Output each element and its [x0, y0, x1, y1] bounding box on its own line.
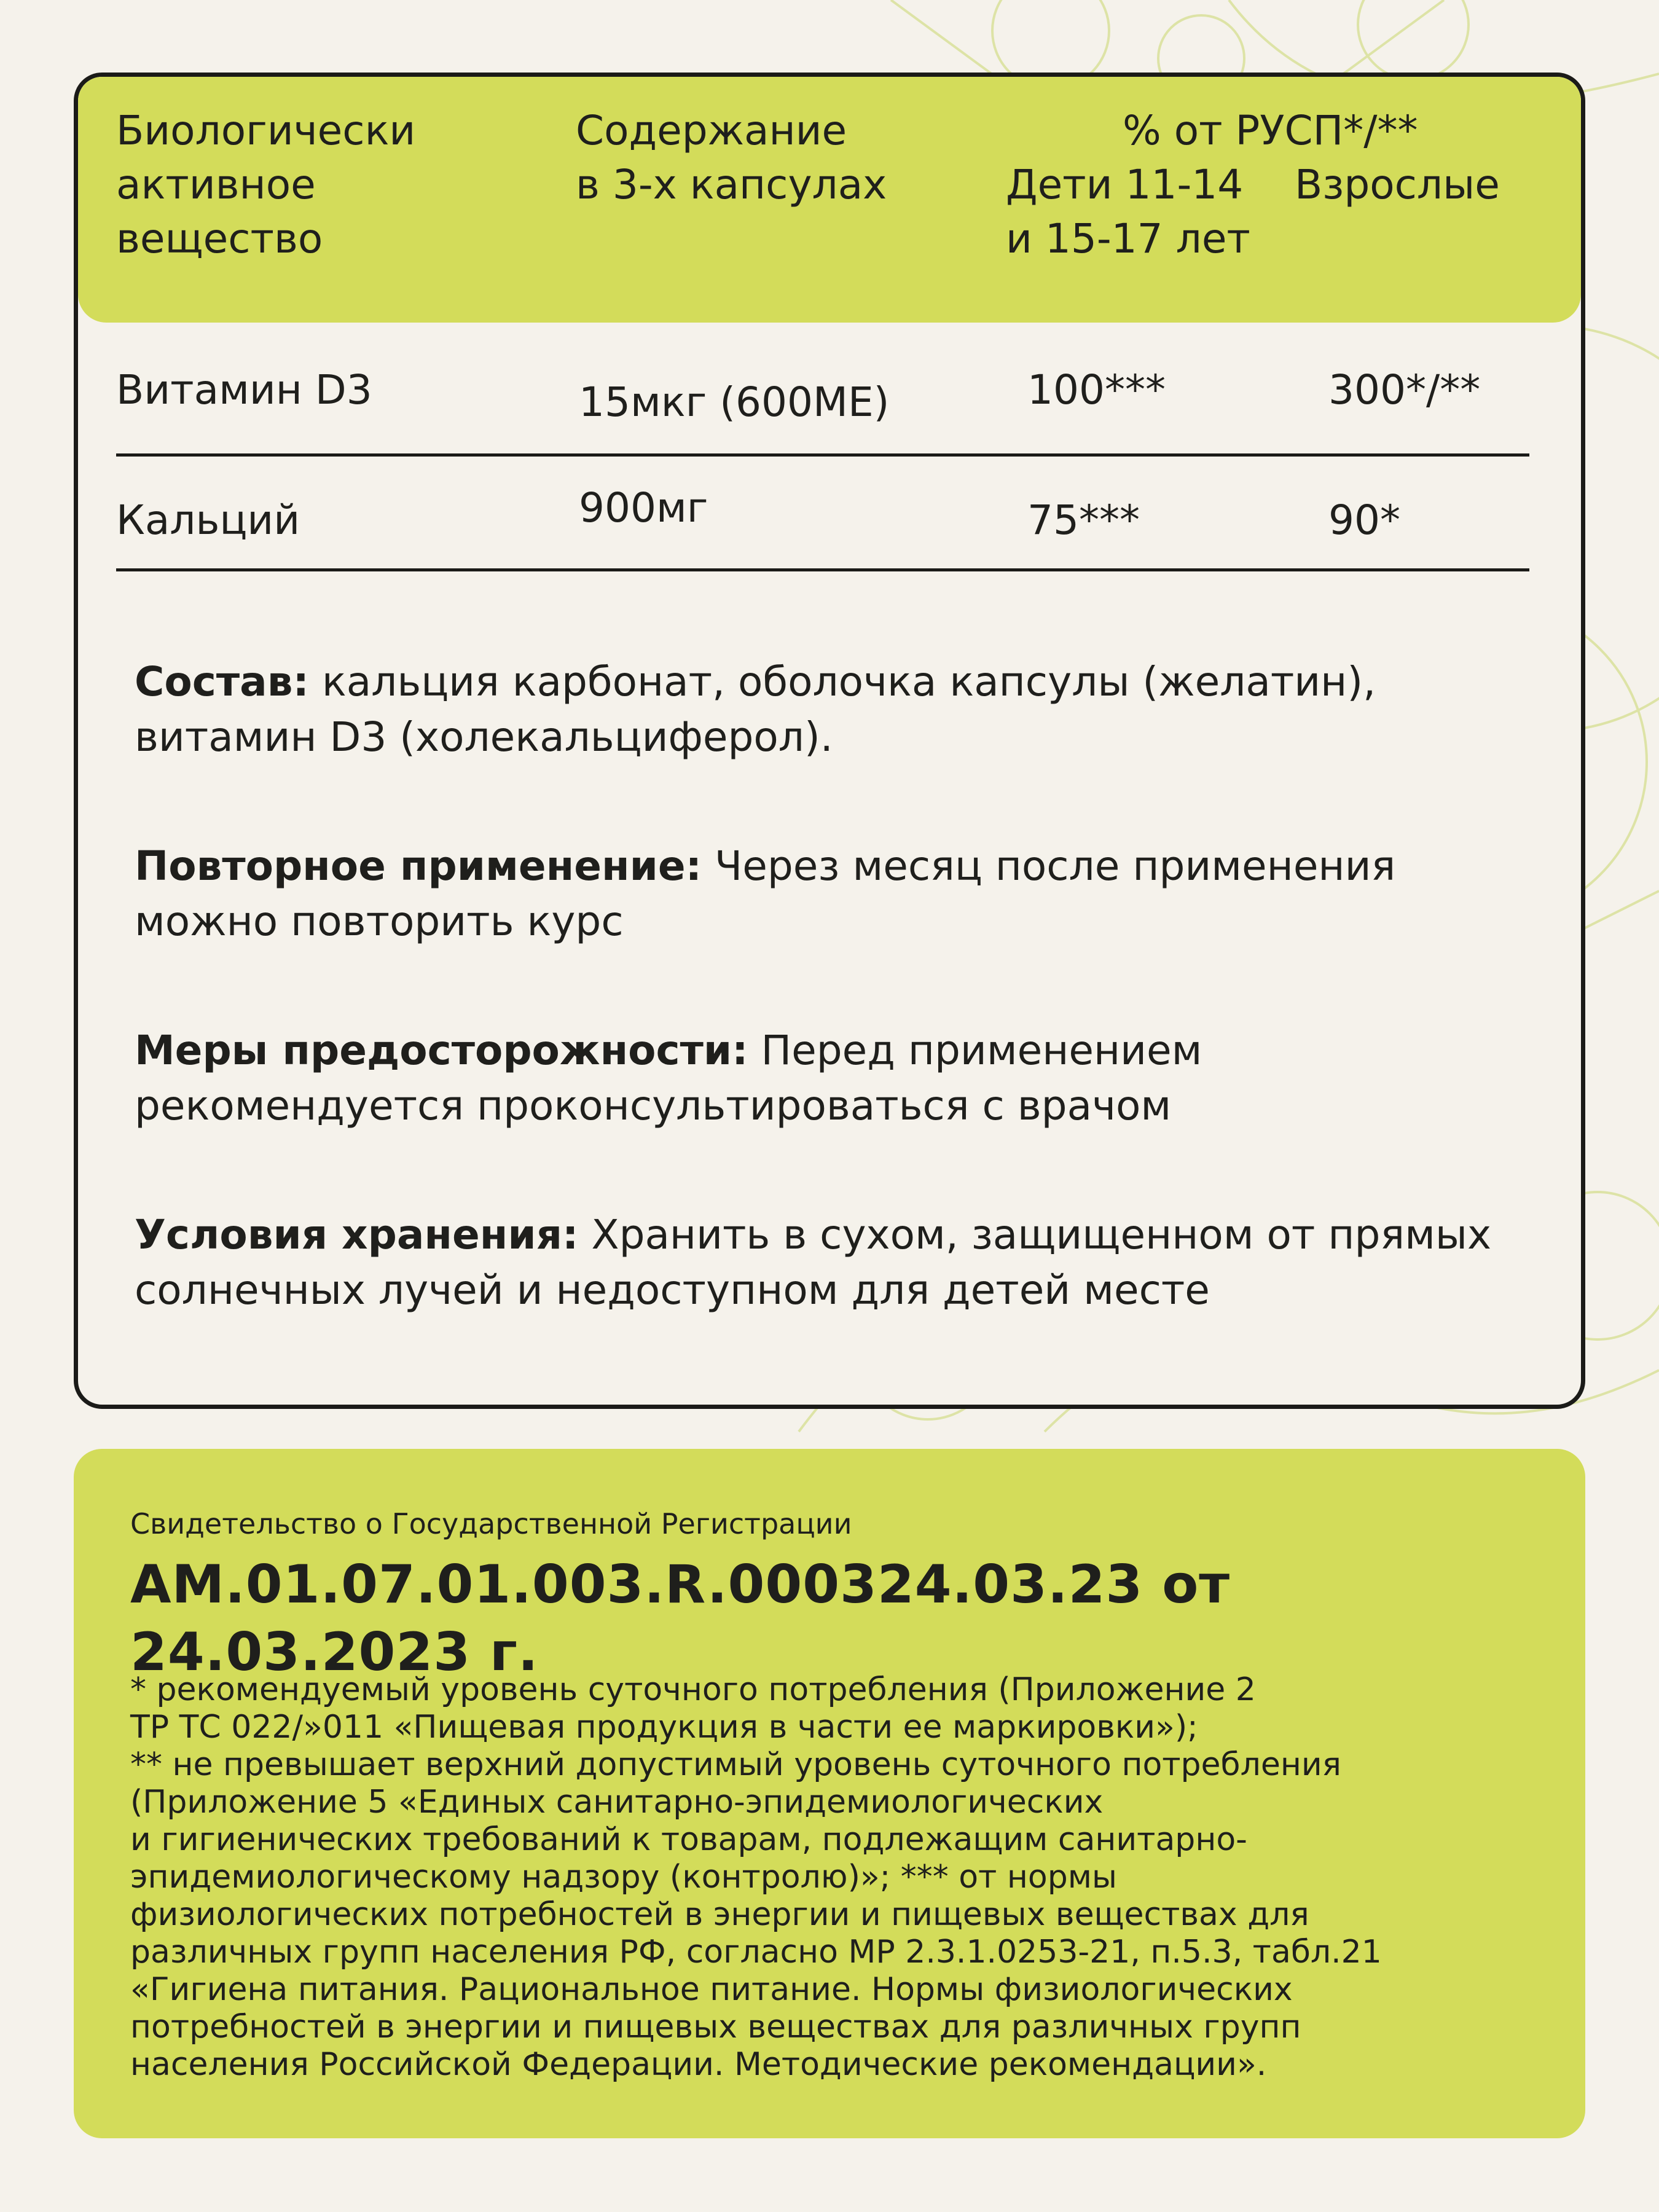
registration-label: Свидетельство о Государственной Регистрации	[130, 1507, 852, 1540]
table-row	[78, 482, 1581, 581]
section-label: Повторное применение:	[135, 842, 702, 890]
section-text: Хранить в сухом, защищенном от прямых солнечных лучей и недоступном для детей месте	[135, 1211, 1492, 1314]
row-divider	[116, 568, 1529, 571]
footnote-line: * рекомендуемый уровень суточного потребления (Приложение 2	[130, 1671, 1256, 1708]
section-text: Через месяц после применения можно повторить курс	[135, 842, 1396, 945]
composition-section	[135, 654, 1535, 765]
storage-section	[135, 1207, 1535, 1318]
footnote-line: и гигиенических требований к товарам, подлежащим санитарно-	[130, 1821, 1247, 1858]
table-row	[78, 359, 1581, 458]
row-adults-value: 90*	[1328, 496, 1400, 544]
precautions-section	[135, 1023, 1535, 1134]
row-divider	[116, 453, 1529, 457]
footnotes	[130, 1671, 1543, 2084]
row-amount: 15мкг (600МЕ)	[579, 378, 890, 426]
header-substance: Биологически активное вещество	[116, 107, 416, 262]
row-name: Кальций	[116, 496, 300, 544]
repeat-use-section	[135, 839, 1535, 949]
registration-number: AM.01.07.01.003.R.000324.03.23 от 24.03.2023 г.	[130, 1554, 1231, 1683]
section-label: Меры предосторожности:	[135, 1027, 748, 1074]
section-label: Состав:	[135, 658, 309, 705]
section-label: Условия хранения:	[135, 1211, 579, 1258]
footnote-line: потребностей в энергии и пищевых веществах для различных групп	[130, 2009, 1301, 2045]
table-header	[78, 77, 1581, 323]
header-children: Дети 11-14 и 15-17 лет	[1006, 161, 1250, 262]
footnote-line: ТР ТС 022/»011 «Пищевая продукция в части ее маркировки»);	[130, 1709, 1198, 1746]
footnote-line: (Приложение 5 «Единых санитарно-эпидемиологических	[130, 1784, 1104, 1821]
row-name: Витамин D3	[116, 366, 372, 414]
row-children-value: 100***	[1027, 366, 1166, 414]
registration-card	[74, 1449, 1585, 2138]
row-children-value: 75***	[1027, 496, 1140, 544]
footnote-line: населения Российской Федерации. Методические рекомендации».	[130, 2046, 1267, 2083]
footnote-line: «Гигиена питания. Рациональное питание. Нормы физиологических	[130, 1971, 1293, 2008]
nutrition-card	[74, 73, 1585, 1409]
header-rusp: % от РУСП*/**	[1123, 107, 1418, 154]
section-text: кальция карбонат, оболочка капсулы (желатин), витамин D3 (холекальциферол).	[135, 658, 1376, 761]
header-content: Содержание в 3-х капсулах	[576, 107, 887, 208]
section-text: Перед применением рекомендуется проконсультироваться с врачом	[135, 1027, 1202, 1129]
footnote-line: ** не превышает верхний допустимый уровень суточного потребления	[130, 1746, 1341, 1783]
header-adults: Взрослые	[1295, 161, 1500, 208]
footnote-line: эпидемиологическому надзору (контролю)»; *** от нормы	[130, 1859, 1117, 1896]
row-amount: 900мг	[579, 484, 708, 531]
footnote-line: различных групп населения РФ, согласно МР 2.3.1.0253-21, п.5.3, табл.21	[130, 1934, 1382, 1971]
footnote-line: физиологических потребностей в энергии и пищевых веществах для	[130, 1896, 1309, 1933]
row-adults-value: 300*/**	[1328, 366, 1481, 414]
